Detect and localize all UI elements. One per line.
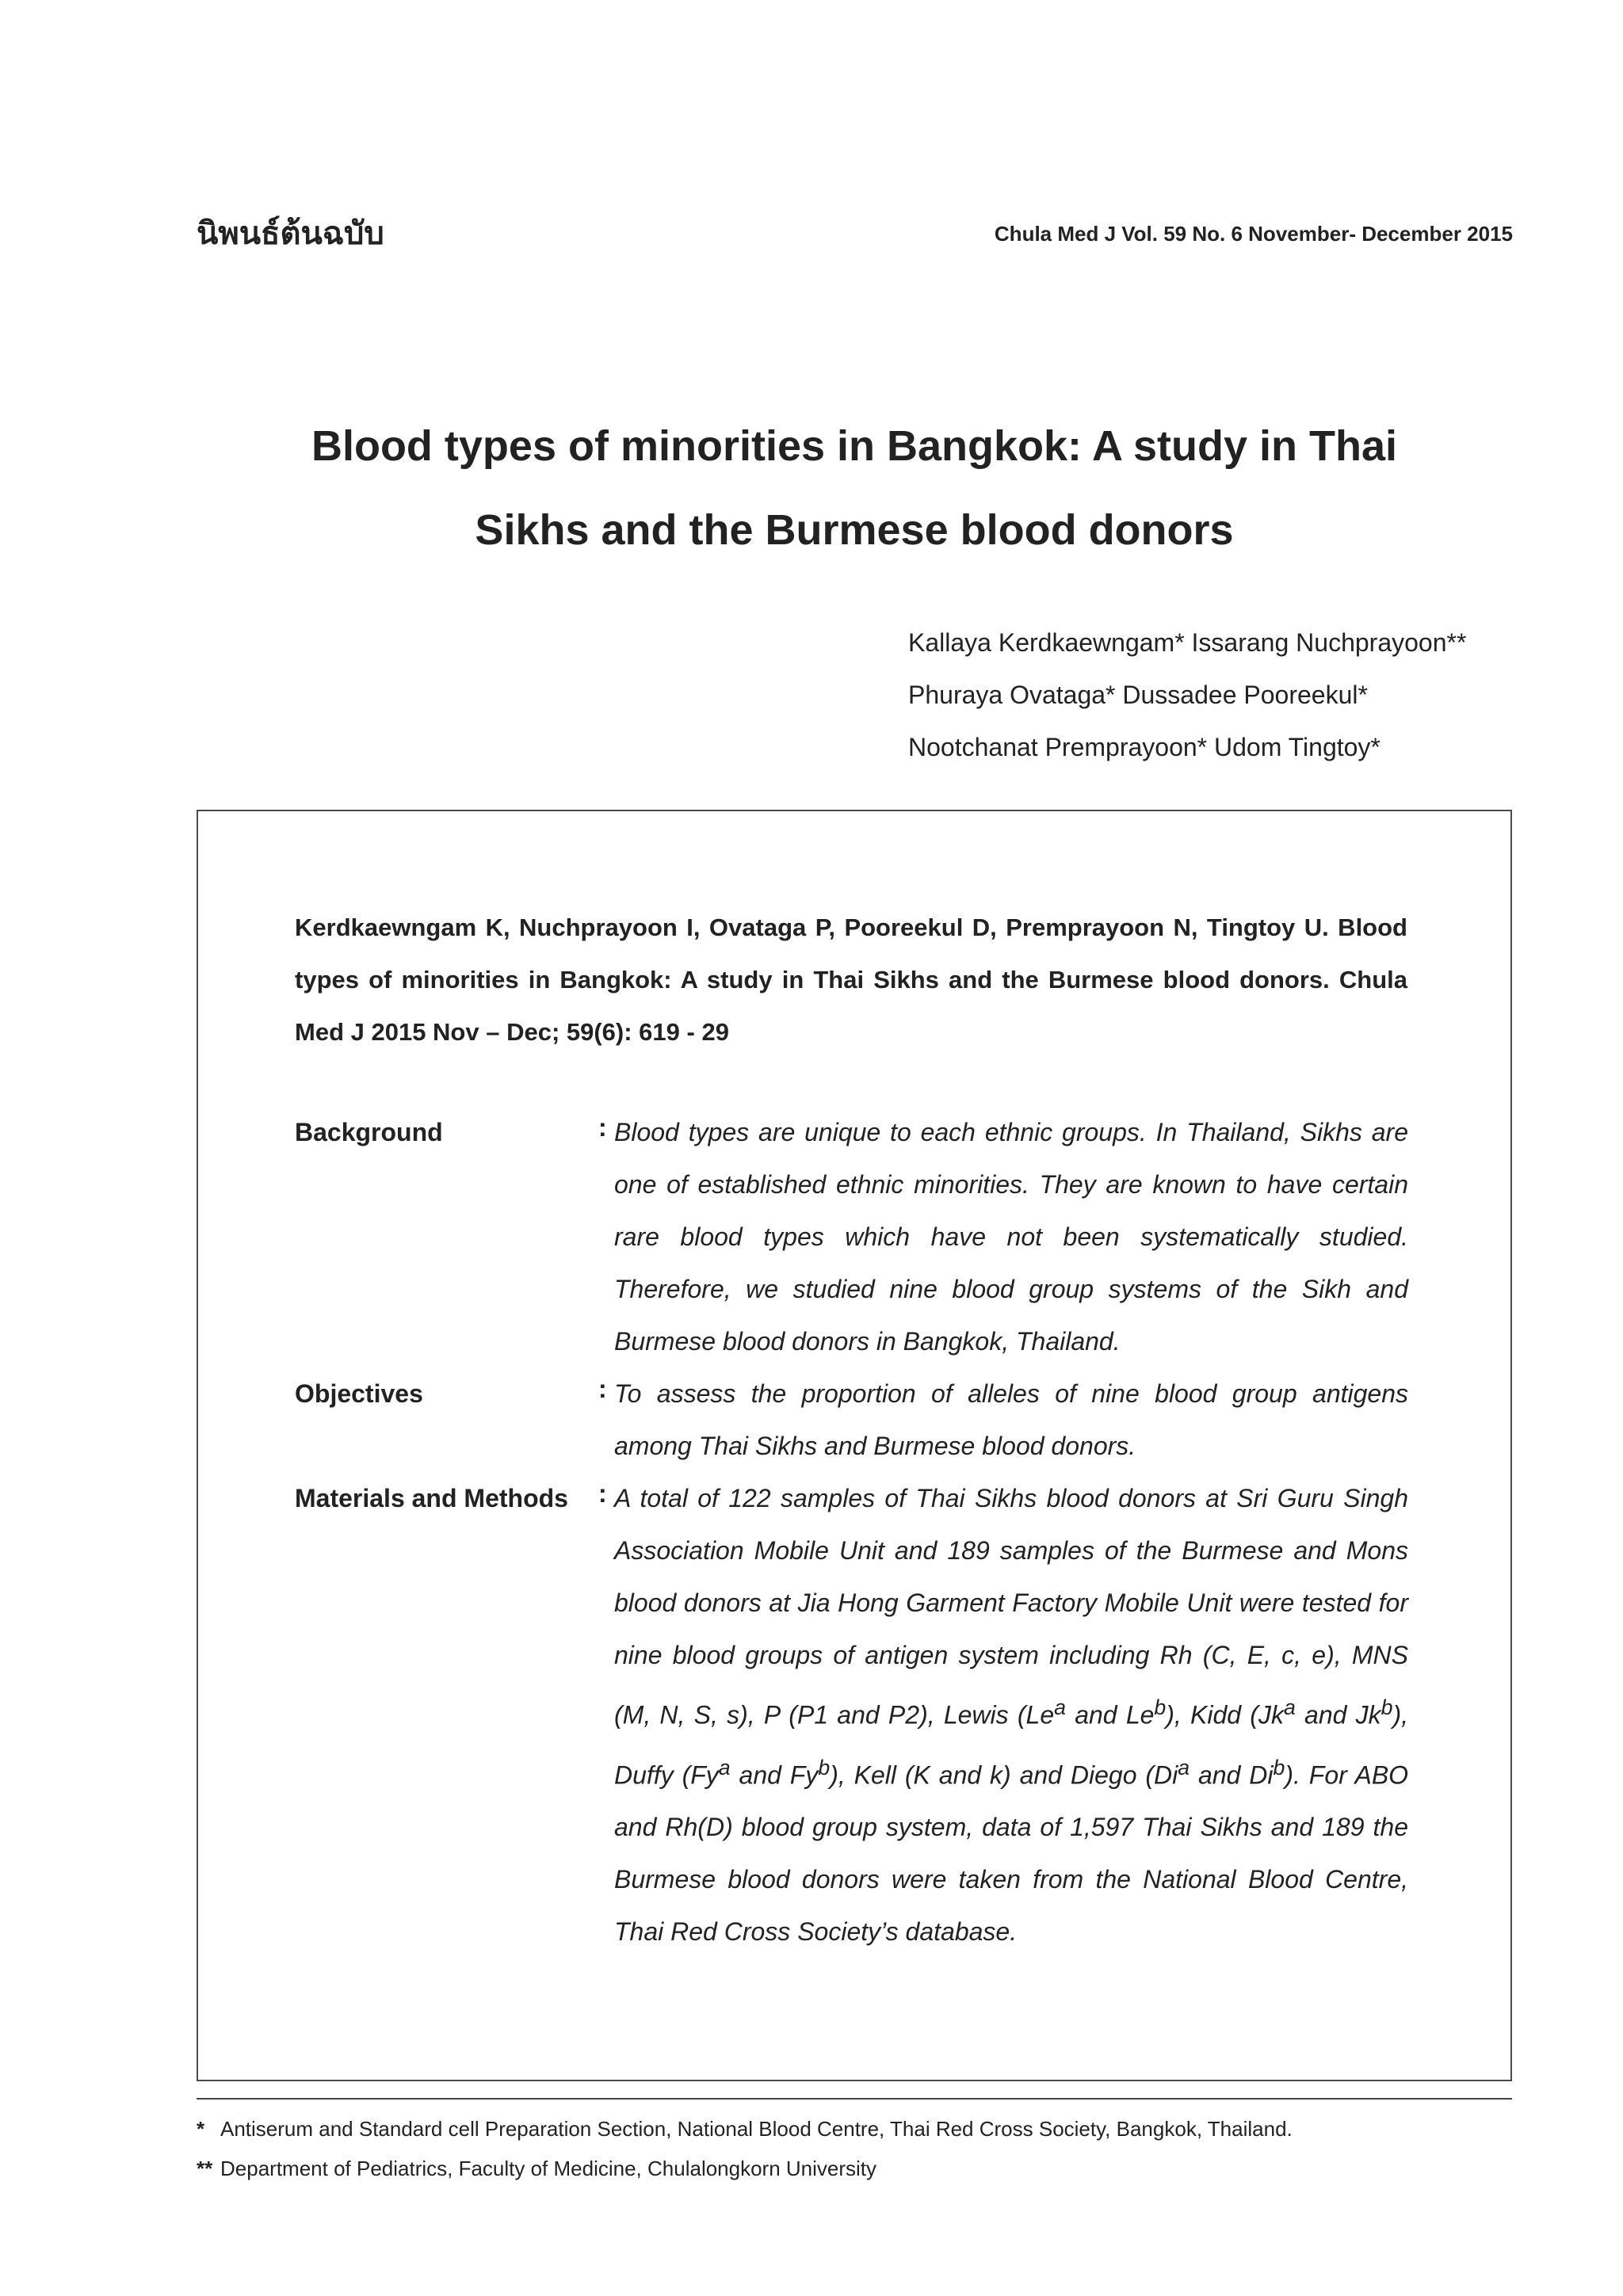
footnote	[197, 2157, 876, 2181]
methods-text-part: ). For ABO and Rh(D) blood group system, data of 1,597 Thai Sikhs and 189 the Burmese blood donors were taken from the National Blood Centre, Thai Red Cross Society’s database.	[614, 1760, 1409, 1947]
superscript: a	[1054, 1695, 1066, 1719]
objectives-heading: Objectives	[295, 1379, 423, 1408]
footnote-divider	[197, 2098, 1512, 2100]
objectives-text: To assess the proportion of alleles of nine blood group antigens among Thai Sikhs and Burmese blood donors.	[614, 1379, 1408, 1460]
footnote	[197, 2117, 1293, 2142]
superscript: b	[818, 1755, 831, 1779]
title-line-1: Blood types of minorities in Bangkok: A study in Thai	[311, 422, 1398, 470]
methods-text-part: ), Duffy (Fy	[614, 1700, 1409, 1790]
background-heading: Background	[295, 1118, 443, 1146]
author-line: Kallaya Kerdkaewngam* Issarang Nuchprayoon**	[908, 628, 1467, 657]
footnote-text: Department of Pediatrics, Faculty of Medicine, Chulalongkorn University	[220, 2157, 877, 2180]
section-label: นิพนธ์ต้นฉบับ	[197, 215, 384, 252]
superscript: b	[1273, 1755, 1285, 1779]
methods-text-part: ), Kell (K and k) and Diego (Di	[830, 1760, 1178, 1790]
footnote-text: Antiserum and Standard cell Preparation Section, National Blood Centre, Thai Red Cross Society, Bangkok, Thailand.	[220, 2117, 1293, 2141]
superscript: b	[1154, 1695, 1167, 1719]
author-list	[908, 616, 1466, 773]
superscript: a	[1283, 1695, 1296, 1719]
methods-text-part: ), Kidd (Jk	[1166, 1700, 1284, 1730]
methods-text	[614, 1472, 1408, 1958]
methods-heading: Materials and Methods	[295, 1484, 568, 1512]
methods-text-part: and Jk	[1295, 1700, 1381, 1730]
superscript: b	[1381, 1695, 1393, 1719]
title-line-2: Sikhs and the Burmese blood donors	[475, 506, 1234, 554]
superscript: a	[1178, 1755, 1190, 1779]
author-line: Nootchanat Premprayoon* Udom Tingtoy*	[908, 733, 1381, 761]
article-title	[197, 404, 1512, 572]
superscript: a	[718, 1755, 731, 1779]
objectives-colon: :	[598, 1375, 607, 1403]
author-line: Phuraya Ovataga* Dussadee Pooreekul*	[908, 681, 1368, 709]
methods-text-part: A total of 122 samples of Thai Sikhs blood donors at Sri Guru Singh Association Mobile Unit and 189 samples of the Burmese and Mons blood donors at Jia Hong Garment Factory Mobile Unit were tested for nine blood groups of antigen system including Rh (C, E, c, e), MNS (M, N, S, s), P (P1 and P2), Lewis (Le	[614, 1484, 1408, 1730]
journal-info: Chula Med J Vol. 59 No. 6 November- December 2015	[994, 222, 1513, 246]
background-text: Blood types are unique to each ethnic groups. In Thailand, Sikhs are one of established ethnic minorities. They are known to have certain rare blood types which have not been systematically studied. Therefore, we studied nine blood group systems of the Sikh and Burmese blood donors in Bangkok, Thailand.	[614, 1118, 1408, 1356]
methods-colon: :	[598, 1479, 607, 1508]
methods-text-part: and Di	[1190, 1760, 1274, 1790]
background-colon: :	[598, 1113, 607, 1142]
methods-text-part: and Fy	[730, 1760, 819, 1790]
footnote-mark: **	[197, 2157, 213, 2180]
methods-text-part: and Le	[1065, 1700, 1155, 1730]
footnote-mark: *	[197, 2117, 205, 2141]
citation: Kerdkaewngam K, Nuchprayoon I, Ovataga P, Pooreekul D, Premprayoon N, Tingtoy U. Blood types of minorities in Bangkok: A study in Thai Sikhs and the Burmese blood donors. Chula Med J 2015 Nov – Dec; 59(6): 619 - 29	[295, 913, 1407, 1046]
